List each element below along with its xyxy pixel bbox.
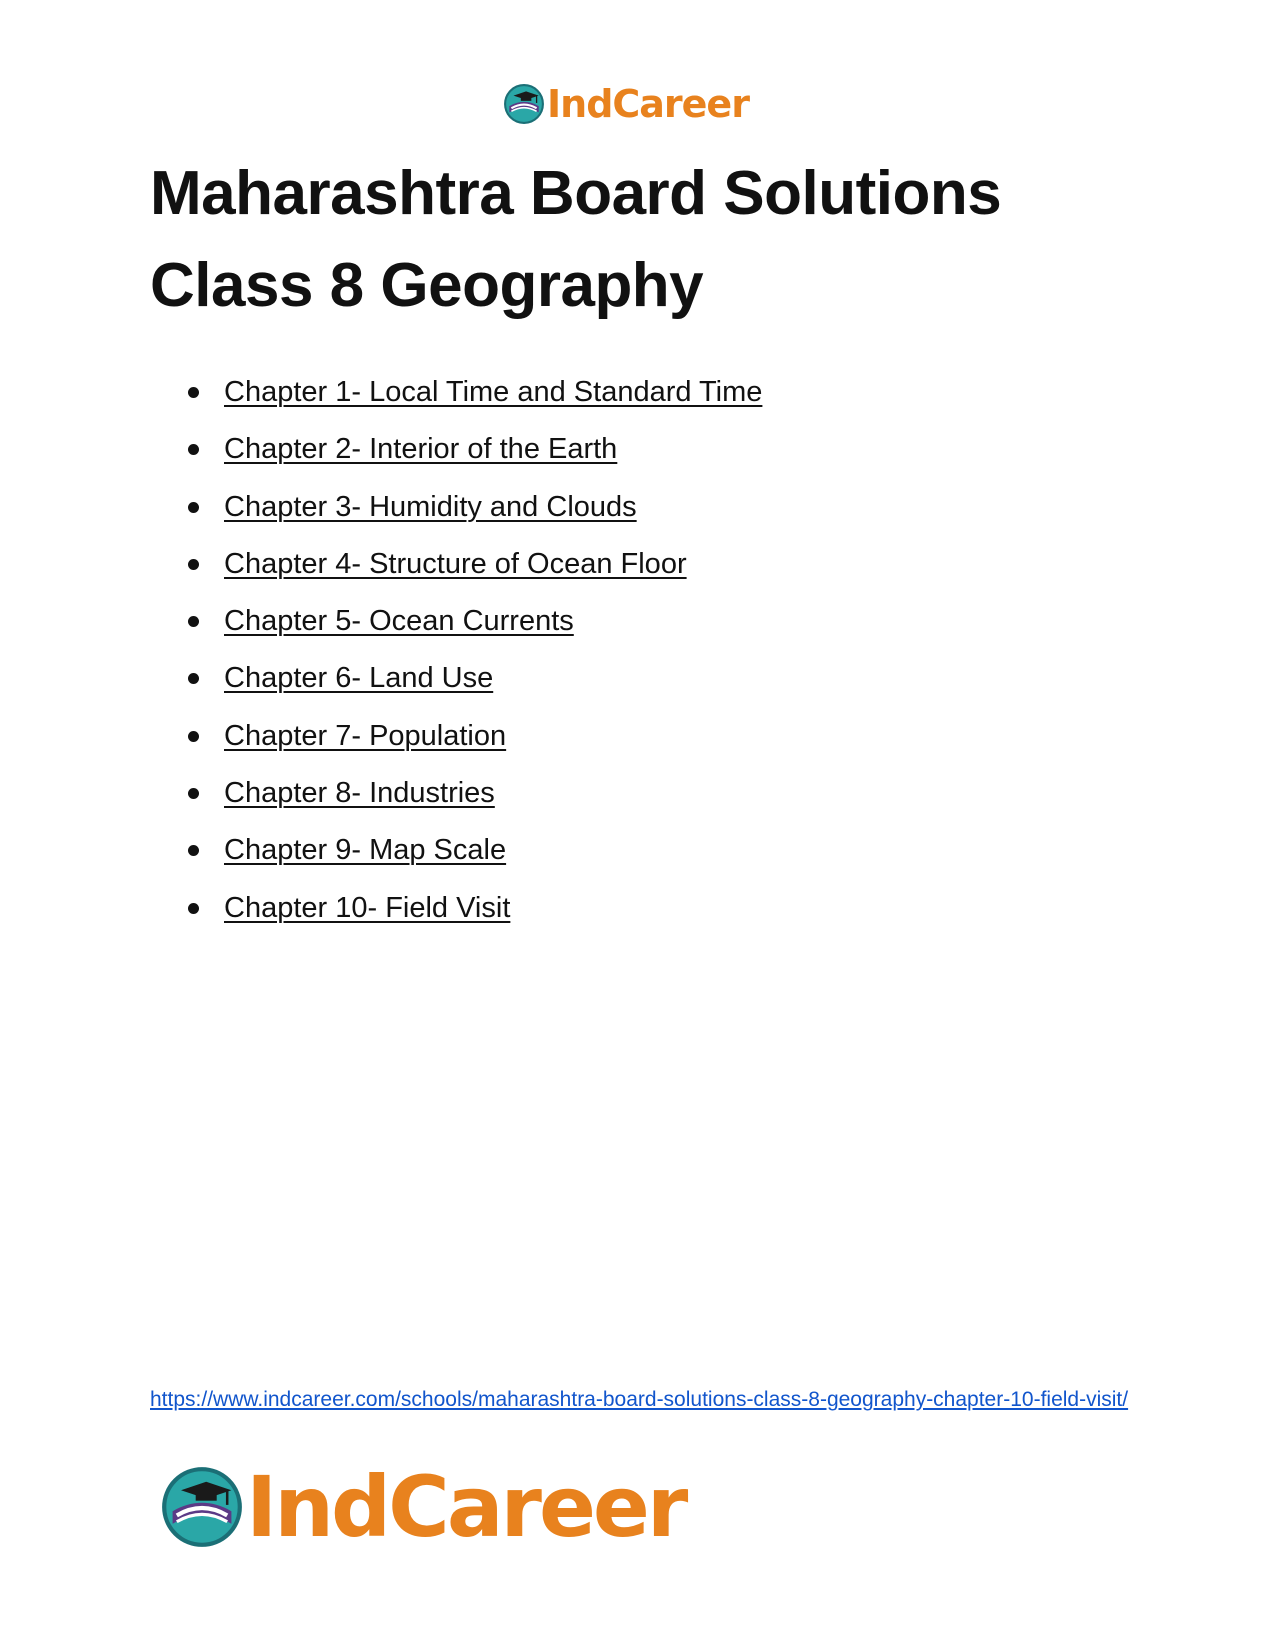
list-item: [188, 830, 762, 887]
page-title-line-2: Class 8 Geography: [150, 251, 704, 320]
chapter-link-1[interactable]: Chapter 1- Local Time and Standard Time: [224, 376, 763, 408]
bullet-icon: [188, 788, 199, 799]
chapter-link-10[interactable]: Chapter 10- Field Visit: [224, 891, 511, 924]
bullet-icon: [188, 444, 199, 455]
list-item: [188, 716, 762, 773]
list-item: [188, 773, 762, 830]
list-item: [188, 601, 762, 658]
logo-wordmark: IndCareer: [547, 82, 749, 126]
chapter-link-8[interactable]: Chapter 8- Industries: [224, 777, 495, 810]
chapter-link-6[interactable]: Chapter 6- Land Use: [224, 662, 494, 695]
list-item: [188, 888, 762, 945]
logo-emblem-icon: [503, 83, 545, 125]
bullet-icon: [188, 502, 199, 513]
bullet-icon: [188, 387, 199, 398]
chapter-link-9[interactable]: Chapter 9- Map Scale: [224, 834, 507, 867]
list-item: [188, 658, 762, 715]
footer-logo: [160, 1458, 686, 1556]
chapter-link-4[interactable]: Chapter 4- Structure of Ocean Floor: [224, 547, 687, 580]
chapter-link-7[interactable]: Chapter 7- Population: [224, 719, 507, 752]
bullet-icon: [188, 845, 199, 856]
bullet-icon: [188, 616, 199, 627]
page-title: [150, 148, 1150, 332]
list-item: [188, 372, 762, 429]
source-url-link[interactable]: https://www.indcareer.com/schools/maharashtra-board-solutions-class-8-geography-chapter-10-field-visit/: [150, 1388, 1129, 1411]
bullet-icon: [188, 731, 199, 742]
page-title-line-1: Maharashtra Board Solutions: [150, 159, 1002, 228]
list-item: [188, 429, 762, 486]
header-logo: [503, 80, 749, 128]
list-item: [188, 487, 762, 544]
bullet-icon: [188, 559, 199, 570]
bullet-icon: [188, 673, 199, 684]
logo-wordmark: IndCareer: [246, 1458, 686, 1556]
chapter-link-3[interactable]: Chapter 3- Humidity and Clouds: [224, 490, 637, 523]
list-item: [188, 544, 762, 601]
logo-emblem-icon: [160, 1465, 244, 1549]
chapter-link-5[interactable]: Chapter 5- Ocean Currents: [224, 605, 574, 638]
chapter-link-2[interactable]: Chapter 2- Interior of the Earth: [224, 433, 618, 466]
chapter-list: [188, 372, 762, 945]
bullet-icon: [188, 903, 199, 914]
